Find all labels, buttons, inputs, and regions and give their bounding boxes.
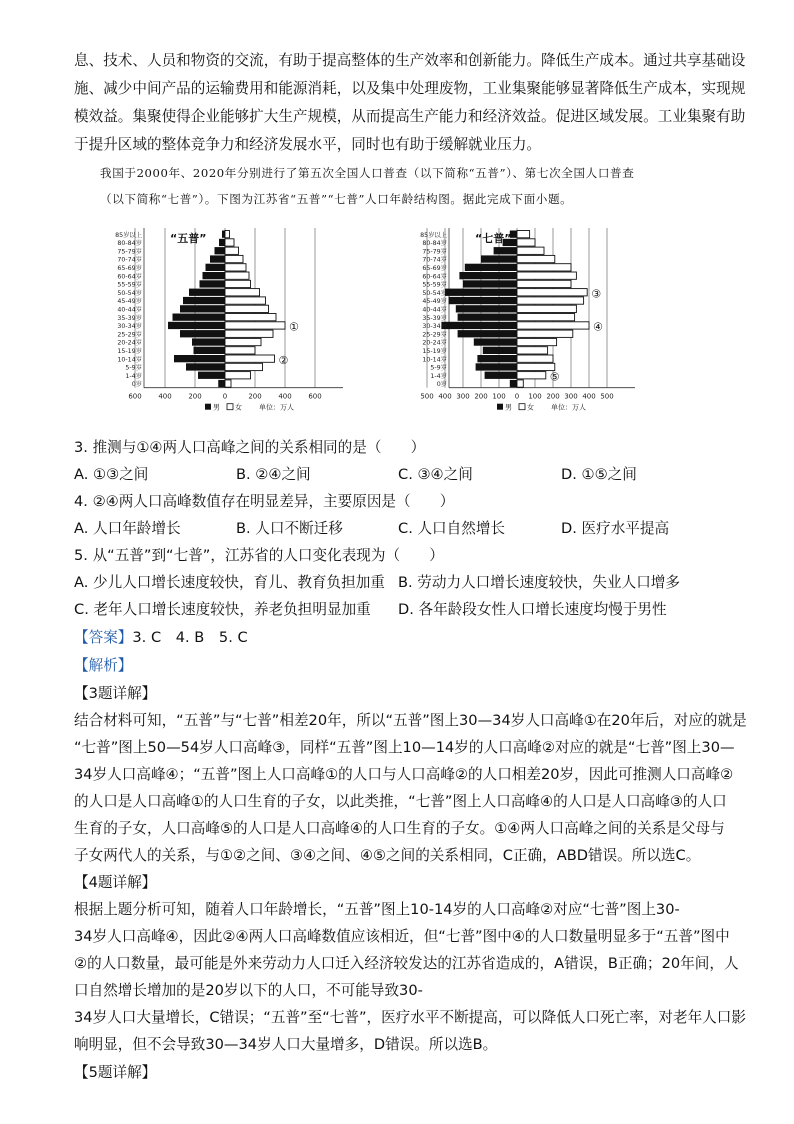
x-tick-label: 200 (248, 392, 262, 401)
female-bar (517, 380, 523, 387)
age-label: 65-69岁 (422, 265, 447, 272)
x-tick-label: 600 (128, 392, 142, 401)
male-bar (189, 289, 225, 296)
detail-line: “七普”图上50—54岁人口高峰③，同样“五普”图上10—14岁的人口高峰②对应的就是“七普”图上30— (74, 739, 735, 756)
peak-marker: ③ (591, 287, 602, 301)
pyramid-figure (100, 222, 700, 428)
female-bar (225, 372, 251, 379)
age-label: 60-64岁 (117, 273, 142, 281)
male-bar (458, 330, 517, 337)
age-label: 40-44岁 (117, 306, 142, 314)
x-tick-label: 100 (528, 392, 542, 401)
x-tick-label: 0 (514, 392, 520, 401)
age-label: 30-34岁 (422, 323, 447, 331)
male-bar (459, 272, 517, 279)
q3-option-d[interactable]: D. ①⑤之间 (561, 466, 637, 483)
female-bar (225, 280, 251, 287)
age-label: 20-24岁 (422, 339, 447, 347)
analysis-label: 【解析】 (74, 657, 133, 674)
female-bar (225, 231, 230, 238)
female-bar (517, 280, 571, 287)
detail-line: 口自然增长增加的是20岁以下的人口，不可能导致30- (74, 982, 423, 999)
x-tick-label: 200 (474, 392, 488, 401)
age-label: 25-29岁 (117, 331, 142, 339)
pyramid-title: “七普” (475, 232, 512, 245)
q3-option-a[interactable]: A. ①③之间 (74, 466, 149, 483)
age-label: 1-4岁 (125, 372, 142, 380)
age-label: 70-74岁 (117, 256, 142, 264)
q3-option-c[interactable]: C. ③④之间 (398, 466, 473, 483)
female-bar (225, 363, 263, 370)
q3-option-b[interactable]: B. ②④之间 (236, 466, 311, 483)
q5-detail-title: 【5题详解】 (74, 1064, 157, 1081)
detail-line: 根据上题分析可知，随着人口年龄增长，“五普”图上10-14岁的人口高峰②对应“七普”图上30- (74, 901, 680, 918)
female-bar (517, 264, 571, 271)
paragraph-line: 模效益。集聚使得企业能够扩大生产规模，从而提高生产能力和经济效益。促进区域发展。工业集聚有助 (74, 108, 746, 125)
male-bar (192, 338, 225, 345)
female-bar (517, 372, 546, 379)
male-bar (483, 347, 517, 354)
age-label: 45-49岁 (117, 298, 142, 306)
peak-marker: ① (289, 320, 299, 334)
female-bar (225, 297, 266, 304)
answer-label: 【答案】 (74, 629, 133, 646)
male-bar (485, 372, 517, 379)
legend-male-swatch (205, 404, 211, 410)
male-bar (168, 322, 225, 329)
female-bar (225, 380, 231, 387)
intro-line: （以下简称“七普”）。下图为江苏省“五普”“七普”人口年龄结构图。据此完成下面小题。 (100, 192, 573, 206)
detail-line: 响明显，但不会导致30—34岁人口大量增多，D错误。所以选B。 (74, 1036, 498, 1053)
q4-detail-title: 【4题详解】 (74, 874, 157, 891)
age-label: 65-69岁 (117, 265, 142, 272)
paragraph-line: 息、技术、人员和物资的交流，有助于提高整体的生产效率和创新能力。降低生产成本。通过共享基础设 (74, 52, 746, 69)
female-bar (225, 322, 285, 329)
population-pyramids (100, 222, 700, 432)
female-bar (517, 314, 575, 321)
female-bar (225, 264, 246, 271)
q5-option-b[interactable]: B. 劳动力人口增长速度较快，失业人口增多 (398, 574, 680, 591)
age-label: 10-14岁 (117, 356, 142, 364)
male-bar (474, 338, 517, 345)
detail-line: 34岁人口大量增长，C错误；“五普”至“七普”，医疗水平不断提高，可以降低人口死亡率，对老年人口影 (74, 1009, 746, 1026)
male-bar (180, 305, 225, 312)
age-label: 55-59岁 (117, 281, 142, 289)
legend-female-swatch (227, 404, 233, 410)
age-label: 5-9岁 (125, 364, 142, 372)
age-label: 0岁 (131, 381, 142, 389)
x-tick-label: 200 (546, 392, 560, 401)
male-bar (481, 255, 517, 262)
female-bar (517, 322, 589, 329)
male-bar (510, 380, 517, 387)
female-bar (517, 355, 553, 362)
age-label: 15-19岁 (422, 348, 447, 355)
female-bar (225, 272, 249, 279)
age-label: 30-34岁 (117, 323, 142, 331)
q4-option-c[interactable]: C. 人口自然增长 (398, 520, 506, 537)
male-bar (180, 330, 225, 337)
age-label: 25-29岁 (422, 331, 447, 339)
answer-text: 3. C 4. B 5. C (132, 629, 248, 646)
female-bar (517, 272, 576, 279)
female-bar (517, 297, 584, 304)
peak-marker: ④ (593, 320, 603, 334)
female-bar (225, 355, 275, 362)
legend-male-swatch (497, 404, 503, 410)
q5-option-a[interactable]: A. 少儿人口增长速度较快，育儿、教育负担加重 (74, 574, 385, 591)
x-tick-label: 100 (492, 392, 506, 401)
unit-label: 单位：万人 (259, 403, 294, 412)
male-bar (215, 247, 226, 254)
age-label: 85岁以上 (420, 231, 447, 239)
male-bar (456, 305, 517, 312)
detail-line: 结合材料可知，“五普”与“七普”相差20年，所以“五普”图上30—34岁人口高峰①在20年后，对应的就是 (74, 712, 747, 729)
male-bar (194, 347, 226, 354)
age-label: 75-79岁 (117, 248, 142, 256)
male-bar (476, 363, 517, 370)
female-bar (225, 314, 276, 321)
female-bar (517, 247, 544, 254)
age-label: 45-49岁 (422, 298, 447, 306)
female-bar (517, 330, 573, 337)
detail-line: 34岁人口高峰④；“五普”图上人口高峰①的人口与人口高峰②的人口相差20岁，因此可推测人口高峰② (74, 766, 734, 783)
male-bar (210, 255, 225, 262)
x-tick-label: 400 (278, 392, 292, 401)
peak-marker: ⑤ (549, 370, 560, 384)
male-bar (200, 280, 226, 287)
age-label: 85岁以上 (115, 231, 142, 239)
female-bar (225, 255, 243, 262)
age-label: 50-54岁 (117, 289, 142, 297)
female-bar (517, 305, 576, 312)
male-bar (219, 239, 225, 246)
x-tick-label: 400 (582, 392, 596, 401)
paragraph-line: 施、减少中间产品的运输费用和能源消耗，以及集中处理废物，工业集聚能够显著降低生产成本，实现规 (74, 80, 746, 97)
x-tick-label: 300 (564, 392, 578, 401)
question-5-stem: 5. 从“五普”到“七普”，江苏省的人口变化表现为（ ） (74, 547, 444, 564)
female-bar (517, 338, 557, 345)
x-tick-label: 400 (158, 392, 172, 401)
male-bar (186, 363, 225, 370)
pyramid-title: “五普” (170, 232, 207, 245)
age-label: 50-54岁 (422, 289, 447, 297)
female-bar (517, 289, 587, 296)
female-bar (225, 247, 239, 254)
male-bar (203, 272, 226, 279)
age-label: 35-39岁 (422, 314, 447, 322)
age-label: 80-84岁 (422, 240, 447, 248)
age-label: 80-84岁 (117, 240, 142, 248)
legend-female-label: 女 (527, 403, 534, 412)
x-tick-label: 500 (600, 392, 614, 401)
question-3-stem: 3. 推测与①④两人口高峰之间的关系相同的是（ ） (74, 439, 426, 456)
age-label: 20-24岁 (117, 339, 142, 347)
female-bar (517, 239, 535, 246)
x-tick-label: 500 (420, 392, 434, 401)
intro-line: 我国于2000年、2020年分别进行了第五次全国人口普查（以下简称“五普”）、第七次全国人口普查 (100, 166, 635, 180)
x-tick-label: 400 (438, 392, 452, 401)
detail-line: ②的人口数量，最可能是外来劳动力人口迁入经济较发达的江苏省造成的，A错误，B正确；20年间，人 (74, 955, 739, 972)
male-bar (198, 372, 225, 379)
male-bar (477, 355, 517, 362)
detail-line: 生育的子女，人口高峰⑤的人口是人口高峰④的人口生育的子女。①④两人口高峰之间的关系是父母与 (74, 820, 725, 837)
question-4-stem: 4. ②④两人口高峰数值存在明显差异，主要原因是（ ） (74, 493, 455, 510)
detail-line: 的人口是人口高峰①的人口生育的子女，以此类推，“七普”图上人口高峰④的人口是人口高峰③的人口 (74, 793, 727, 810)
age-label: 75-79岁 (422, 248, 447, 256)
male-bar (218, 380, 225, 387)
age-label: 15-19岁 (117, 348, 142, 355)
unit-label: 单位：万人 (551, 403, 586, 412)
q4-option-d[interactable]: D. 医疗水平提高 (561, 520, 670, 537)
age-label: 40-44岁 (422, 306, 447, 314)
female-bar (225, 347, 255, 354)
female-bar (225, 330, 273, 337)
male-bar (173, 314, 226, 321)
female-bar (225, 239, 234, 246)
female-bar (225, 338, 261, 345)
male-bar (174, 355, 225, 362)
male-bar (449, 297, 517, 304)
answer-line (74, 628, 248, 648)
legend-female-swatch (519, 404, 525, 410)
peak-marker: ② (278, 353, 289, 367)
male-bar (445, 289, 517, 296)
detail-line: 子女两代人的关系，与①②之间、③④之间、④⑤之间的关系相同，C正确，ABD错误。所以选C。 (74, 847, 701, 864)
male-bar (494, 247, 517, 254)
female-bar (517, 231, 530, 238)
legend-male-label: 男 (505, 403, 512, 412)
age-label: 5-9岁 (430, 364, 447, 372)
legend-female-label: 女 (235, 403, 242, 412)
male-bar (463, 280, 517, 287)
x-tick-label: 0 (222, 392, 228, 401)
age-label: 35-39岁 (117, 314, 142, 322)
male-bar (465, 264, 517, 271)
age-label: 60-64岁 (422, 273, 447, 281)
q3-detail-title: 【3题详解】 (74, 685, 157, 702)
age-label: 1-4岁 (430, 372, 447, 380)
age-label: 0岁 (436, 381, 447, 389)
male-bar (183, 297, 225, 304)
female-bar (517, 255, 555, 262)
age-label: 70-74岁 (422, 256, 447, 264)
age-label: 55-59岁 (422, 281, 447, 289)
female-bar (225, 289, 260, 296)
age-label: 10-14岁 (422, 356, 447, 364)
q5-option-d[interactable]: D. 各年龄段女性人口增长速度均慢于男性 (398, 601, 667, 618)
male-bar (206, 264, 226, 271)
female-bar (225, 305, 269, 312)
male-bar (458, 314, 517, 321)
x-tick-label: 600 (308, 392, 322, 401)
legend-male-label: 男 (213, 403, 220, 412)
x-tick-label: 200 (188, 392, 202, 401)
female-bar (517, 347, 548, 354)
paragraph-line: 于提升区域的整体竞争力和经济发展水平，同时也有助于缓解就业压力。 (74, 136, 542, 153)
q5-option-c[interactable]: C. 老年人口增长速度较快，养老负担明显加重 (74, 601, 371, 618)
male-bar (441, 322, 517, 329)
detail-line: 34岁人口高峰④，因此②④两人口高峰数值应该相近，但“七普”图中④的人口数量明显多于“五普”图中 (74, 928, 730, 945)
q4-option-a[interactable]: A. 人口年龄增长 (74, 520, 181, 537)
q4-option-b[interactable]: B. 人口不断迁移 (236, 520, 343, 537)
x-tick-label: 300 (456, 392, 470, 401)
